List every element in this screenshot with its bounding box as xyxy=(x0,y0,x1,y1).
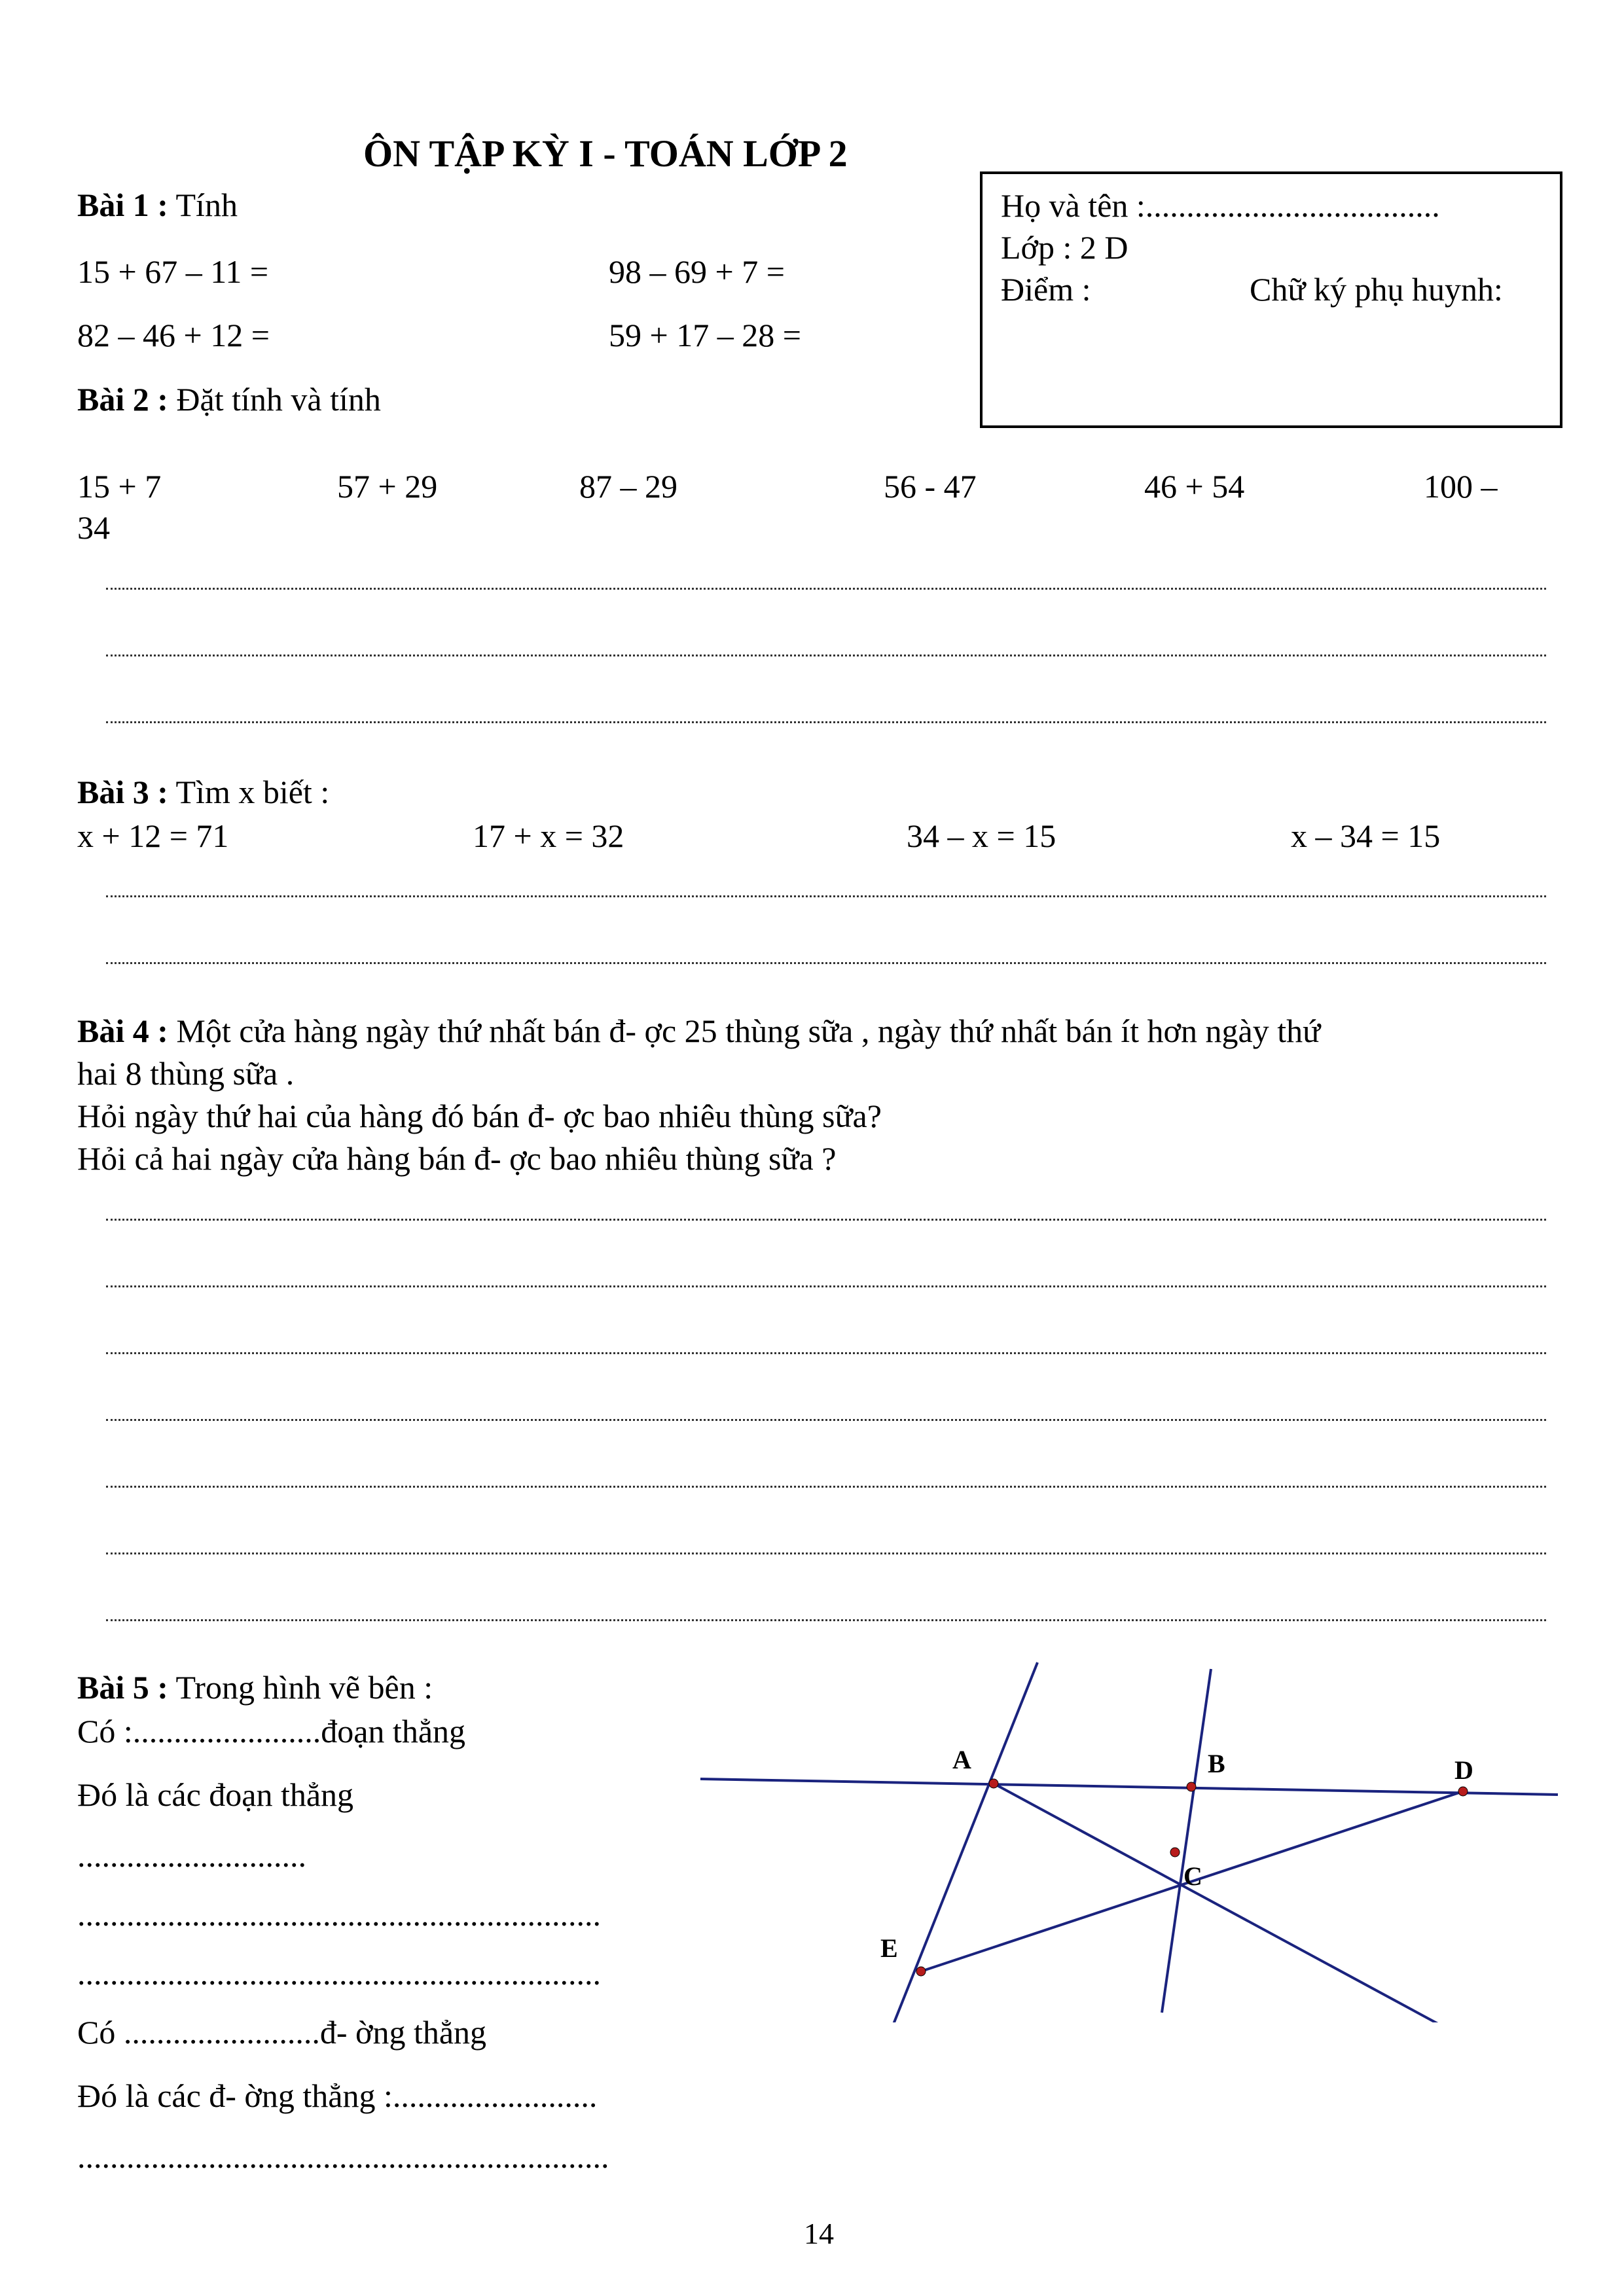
answer-line[interactable] xyxy=(106,1285,1546,1287)
label-d: D xyxy=(1454,1755,1473,1785)
bai1-item: 82 – 46 + 12 = xyxy=(77,317,270,353)
bai3-item: x – 34 = 15 xyxy=(1291,817,1441,854)
bai4-line1 xyxy=(77,1011,1320,1050)
geometry-figure xyxy=(694,1656,1564,2022)
bai5-answer-line[interactable]: Có ........................đ- ờng thẳng xyxy=(77,2014,487,2051)
page-title: ÔN TẬP KỲ I - TOÁN LỚP 2 xyxy=(363,132,848,175)
bai5-text: Trong hình vẽ bên : xyxy=(175,1669,433,1706)
bai4-heading: Bài 4 : xyxy=(77,1013,168,1049)
bai2-item: 15 + 7 xyxy=(77,468,162,505)
label-e: E xyxy=(880,1933,898,1963)
line-abd xyxy=(700,1779,1558,1795)
point-d xyxy=(1458,1787,1468,1796)
bai2-item: 46 + 54 xyxy=(1144,468,1245,505)
answer-line[interactable] xyxy=(106,1619,1546,1621)
answer-line[interactable] xyxy=(106,721,1546,723)
name-field[interactable]: Họ và tên :.................................... xyxy=(1001,187,1440,224)
bai3-item: 17 + x = 32 xyxy=(473,817,624,854)
bai2-item: 100 – xyxy=(1424,468,1498,505)
answer-line[interactable] xyxy=(106,1486,1546,1488)
line-ac xyxy=(994,1784,1460,2022)
bai3-header xyxy=(77,772,329,812)
bai3-item: x + 12 = 71 xyxy=(77,817,229,854)
point-e xyxy=(916,1967,926,1976)
bai5-answer-line[interactable]: ............................ xyxy=(77,1837,306,1874)
student-info-box xyxy=(980,171,1562,428)
bai1-item: 59 + 17 – 28 = xyxy=(609,317,801,353)
score-label: Điểm : xyxy=(1001,271,1091,308)
bai1-header xyxy=(77,185,238,224)
line-bc xyxy=(1162,1669,1211,2013)
answer-line[interactable] xyxy=(106,588,1546,590)
bai2-item: 87 – 29 xyxy=(579,468,677,505)
bai2-text: Đặt tính và tính xyxy=(176,381,381,418)
answer-line[interactable] xyxy=(106,895,1546,897)
bai1-item: 98 – 69 + 7 = xyxy=(609,253,785,290)
bai5-answer-line[interactable]: ................................................................ xyxy=(77,1896,601,1933)
label-a: A xyxy=(952,1745,971,1774)
bai1-item: 15 + 67 – 11 = xyxy=(77,253,269,290)
point-b xyxy=(1187,1782,1196,1791)
bai5-answer-line[interactable]: Có :.......................đoạn thẳng xyxy=(77,1713,466,1749)
bai4-line4: Hỏi cả hai ngày cửa hàng bán đ- ợc bao nhiêu thùng sữa ? xyxy=(77,1140,837,1177)
answer-line[interactable] xyxy=(106,1219,1546,1221)
bai5-answer-line: Đó là các đoạn thẳng xyxy=(77,1776,354,1813)
answer-line[interactable] xyxy=(106,1419,1546,1421)
bai2-item: 56 - 47 xyxy=(884,468,977,505)
bai3-heading: Bài 3 : xyxy=(77,774,168,810)
class-label: Lớp : 2 D xyxy=(1001,229,1128,266)
point-c xyxy=(1170,1848,1180,1857)
bai1-text: Tính xyxy=(175,187,238,223)
bai2-heading: Bài 2 : xyxy=(77,381,168,418)
page-number: 14 xyxy=(804,2217,834,2250)
bai2-item: 34 xyxy=(77,509,110,546)
label-c: C xyxy=(1183,1861,1202,1891)
label-b: B xyxy=(1208,1749,1225,1778)
answer-line[interactable] xyxy=(106,655,1546,656)
signature-label: Chữ ký phụ huynh: xyxy=(1250,271,1503,308)
bai4-line2: hai 8 thùng sữa . xyxy=(77,1055,295,1092)
point-a xyxy=(989,1779,998,1788)
bai5-header xyxy=(77,1668,433,1707)
bai5-heading: Bài 5 : xyxy=(77,1669,168,1706)
bai2-header xyxy=(77,380,381,419)
answer-line[interactable] xyxy=(106,1352,1546,1354)
bai2-item: 57 + 29 xyxy=(337,468,438,505)
bai1-heading: Bài 1 : xyxy=(77,187,168,223)
line-ae xyxy=(890,1662,1038,2022)
bai5-answer-line[interactable]: Đó là các đ- ờng thẳng :......................... xyxy=(77,2077,598,2114)
bai3-text: Tìm x biết : xyxy=(175,774,330,810)
answer-line[interactable] xyxy=(106,962,1546,964)
bai5-answer-line[interactable]: ................................................................. xyxy=(77,2138,609,2175)
bai3-item: 34 – x = 15 xyxy=(907,817,1056,854)
bai5-answer-line[interactable]: ................................................................ xyxy=(77,1955,601,1992)
answer-line[interactable] xyxy=(106,1552,1546,1554)
bai4-text: Một cửa hàng ngày thứ nhất bán đ- ợc 25 thùng sữa , ngày thứ nhất bán ít hơn ngày thứ xyxy=(176,1013,1321,1049)
bai4-line3: Hỏi ngày thứ hai của hàng đó bán đ- ợc bao nhiêu thùng sữa? xyxy=(77,1098,882,1134)
